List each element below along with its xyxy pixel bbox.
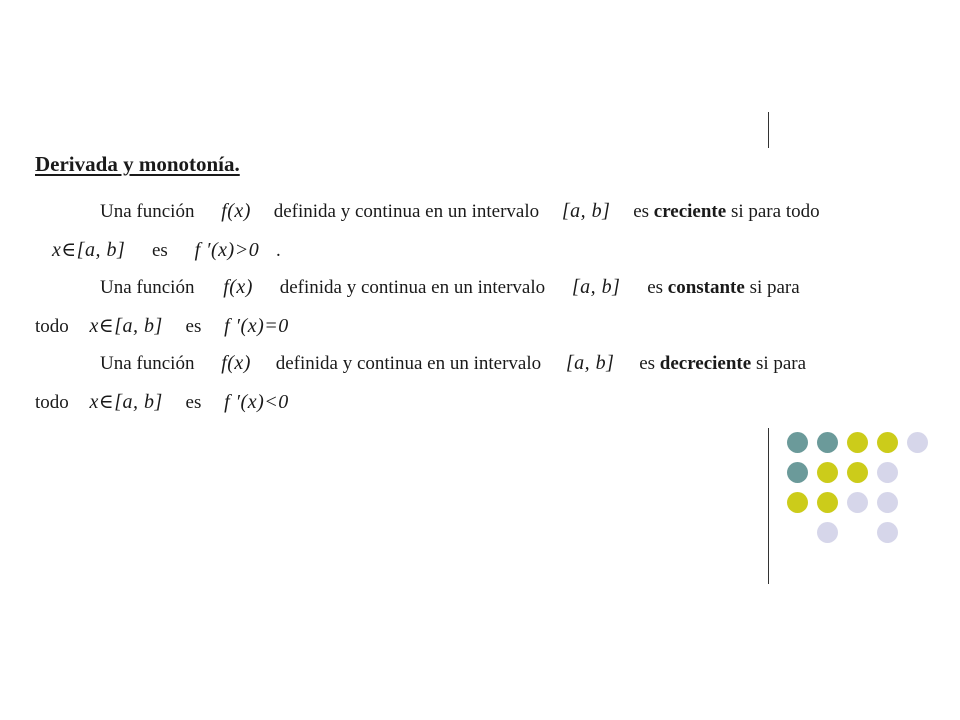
decorative-dot: [847, 432, 868, 453]
text-definida: definida y continua en un intervalo: [273, 201, 540, 222]
decorative-dot-grid: [787, 432, 932, 552]
paragraph-3-line-1: [100, 352, 806, 375]
text-una-funcion: Una función: [100, 353, 195, 374]
text-si-para: si para: [755, 353, 807, 374]
term-constante: constante: [667, 277, 745, 298]
text-es: es: [185, 392, 202, 413]
math-derivative-condition: f ′(x)>0: [194, 239, 260, 261]
math-x-in-interval: x∈[a, b]: [52, 239, 126, 261]
paragraph-1-line-2: [52, 237, 281, 262]
math-fx: f(x): [221, 200, 251, 222]
text-una-funcion: Una función: [100, 201, 195, 222]
text-es: es: [185, 316, 202, 337]
divider-line-bottom: [768, 428, 769, 584]
divider-line-top: [768, 112, 769, 148]
text-es: es: [152, 240, 168, 261]
paragraph-1-line-1: [100, 200, 820, 223]
decorative-dot: [787, 432, 808, 453]
math-x-in-interval: x∈[a, b]: [89, 315, 163, 337]
math-fx: f(x): [223, 276, 253, 298]
text-definida: definida y continua en un intervalo: [275, 353, 542, 374]
math-derivative-condition: f ′(x)<0: [224, 391, 289, 413]
decorative-dot: [877, 522, 898, 543]
section-title: Derivada y monotonía.: [35, 152, 240, 176]
decorative-dot: [877, 492, 898, 513]
text-period: .: [275, 240, 281, 261]
text-si-para: si para todo: [730, 201, 820, 222]
decorative-dot: [787, 462, 808, 483]
math-interval: [a, b]: [561, 200, 611, 222]
decorative-dot: [817, 432, 838, 453]
math-interval: [a, b]: [565, 352, 615, 374]
decorative-dot: [877, 462, 898, 483]
text-es: es: [639, 353, 656, 374]
decorative-dot: [817, 492, 838, 513]
decorative-dot: [877, 432, 898, 453]
paragraph-2-line-2: [35, 313, 289, 338]
decorative-dot: [907, 432, 928, 453]
text-es: es: [647, 277, 664, 298]
text-definida: definida y continua en un intervalo: [279, 277, 546, 298]
paragraph-2-line-1: [100, 276, 800, 299]
decorative-dot: [847, 462, 868, 483]
text-una-funcion: Una función: [100, 277, 195, 298]
decorative-dot: [847, 492, 868, 513]
text-todo: todo: [35, 392, 69, 413]
term-creciente: creciente: [653, 201, 727, 222]
text-todo: todo: [35, 316, 69, 337]
text-es: es: [633, 201, 650, 222]
paragraph-3-line-2: [35, 389, 289, 414]
math-derivative-condition: f ′(x)=0: [224, 315, 289, 337]
decorative-dot: [817, 522, 838, 543]
math-interval: [a, b]: [571, 276, 621, 298]
math-fx: f(x): [221, 352, 251, 374]
decorative-dot: [787, 492, 808, 513]
text-si-para: si para: [749, 277, 800, 298]
math-x-in-interval: x∈[a, b]: [89, 391, 163, 413]
decorative-dot: [817, 462, 838, 483]
term-decreciente: decreciente: [659, 353, 752, 374]
